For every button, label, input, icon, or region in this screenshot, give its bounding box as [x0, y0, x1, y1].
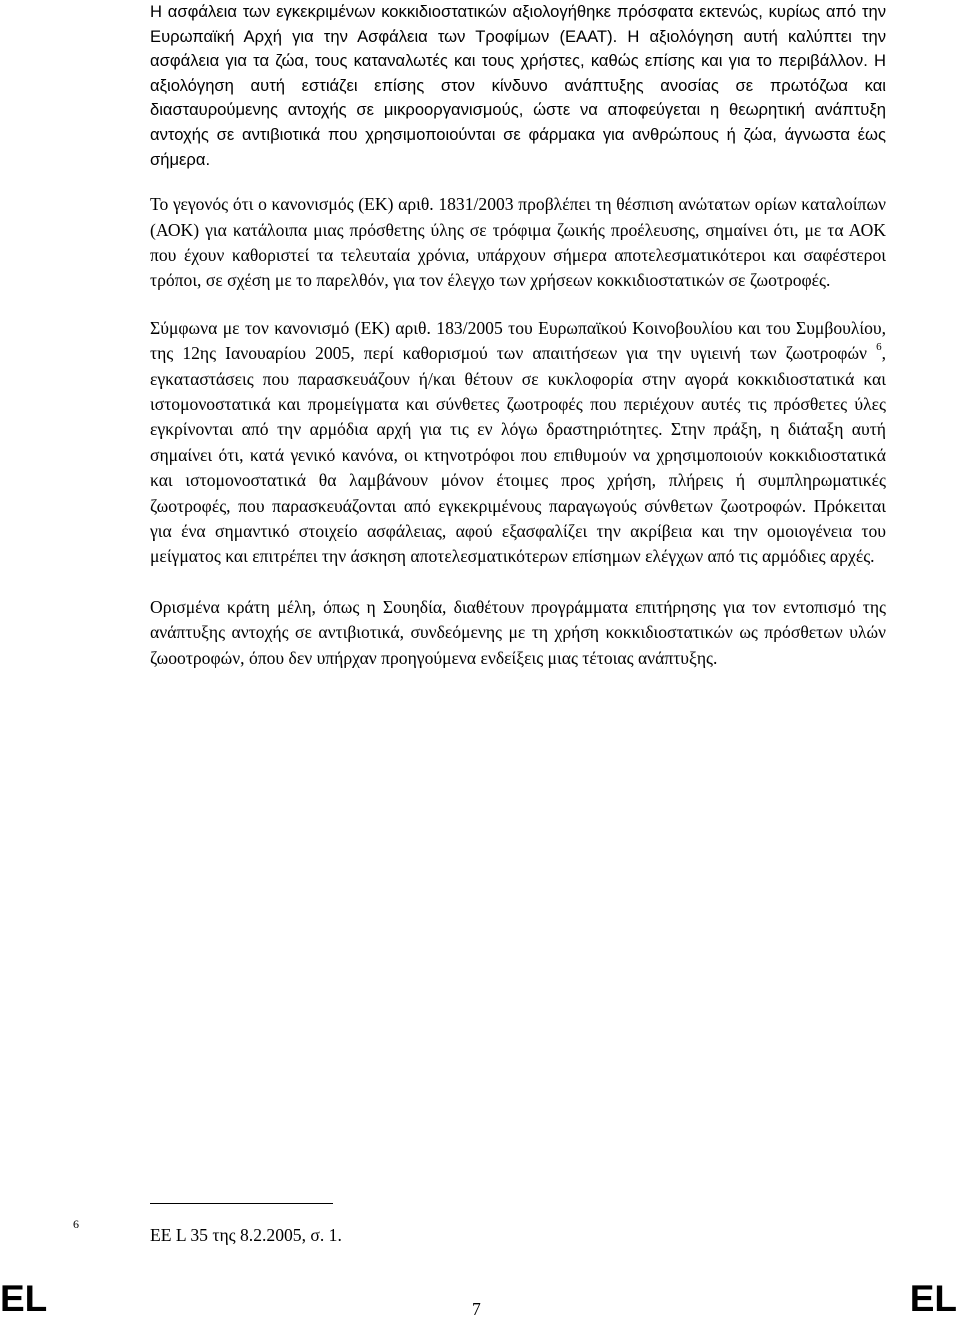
footnote-marker: 6: [73, 1217, 79, 1231]
paragraph-safety-assessment: Η ασφάλεια των εγκεκριμένων κοκκιδιοστατικών αξιολογήθηκε πρόσφατα εκτενώς, κυρίως από την Ευρωπαϊκή Αρχή για την Ασφάλεια των Τροφίμων (ΕΑΑΤ). Η αξιολόγηση αυτή καλύπτει την ασφάλεια για τα ζώα, τους καταναλωτές και τους χρήστες, καθώς επίσης και για το περιβάλλον. Η αξιολόγηση αυτή εστιάζει επίσης στον κίνδυνο ανάπτυξης ανοσίας σε πρωτόζωα και διασταυρούμενης αντοχής σε μικροοργανισμούς, ώστε να αποφεύγεται η θεωρητική ανάπτυξη αντοχής σε αντιβιοτικά που χρησιμοποιούνται σε φάρμακα για ανθρώπους ή ζώα, άγνωστα έως σήμερα.: [150, 2, 886, 169]
footnote-text: EE L 35 της 8.2.2005, σ. 1.: [150, 1225, 342, 1245]
footnote-separator: [150, 1203, 333, 1204]
feed-hygiene-text-rest: , εγκαταστάσεις που παρασκευάζουν ή/και θέτουν σε κυκλοφορία στην αγορά κοκκιδιοστατικά και ιστομονοστατικά και προμείγματα και σύνθετες ζωοτροφές που περιέχουν αυτές τις πρόσθετες ύλες εγκρίνονται από την αρμόδια αρχή για τις εν λόγω δραστηριότητες. Στην πράξη, η διάταξη αυτή σημαίνει ότι, κατά γενικό κανόνα, οι κτηνοτρόφοι που επιθυμούν να χρησιμοποιούν κοκκιδιοστατικά και ιστομονοστατικά θα λαμβάνουν μόνον έτοιμες προς χρήση, πλήρεις ή συμπληρωματικές ζωοτροφές, που παρασκευάζονται από εγκεκριμένους παραγωγούς σύνθετων ζωοτροφών. Πρόκειται για ένα σημαντικό στοιχείο ασφάλειας, αφού εξασφαλίζει την ακρίβεια και την ομοιογένεια του μείγματος και επιτρέπει την άσκηση αποτελεσματικότερων επίσημων ελέγχων από τις αρμόδιες αρχές.: [150, 343, 886, 567]
footnote-reference: 6: [876, 341, 882, 354]
paragraph-feed-hygiene: [150, 316, 886, 570]
page-number: 7: [472, 1299, 481, 1319]
feed-hygiene-text-start: Σύμφωνα με τον κανονισμό (ΕΚ) αριθ. 183/2005 του Ευρωπαϊκού Κοινοβουλίου και του Συμβουλίου, της 12ης Ιανουαρίου 2005, περί καθορισμού των απαιτήσεων για την υγιεινή των ζωοτροφών: [150, 317, 886, 364]
document-body: [150, 0, 886, 671]
language-code-right: EL: [909, 1278, 957, 1319]
language-code-left: EL: [0, 1278, 48, 1319]
paragraph-residue-limits: Το γεγονός ότι ο κανονισμός (ΕΚ) αριθ. 1831/2003 προβλέπει τη θέσπιση ανώτατων ορίων καταλοίπων (ΑΟΚ) για κατάλοιπα μιας πρόσθετης ύλης σε τρόφιμα ζωικής προέλευσης, σημαίνει ότι, με τα ΑΟΚ που έχουν καθοριστεί τα τελευταία χρόνια, υπάρχουν σήμερα αποτελεσματικότεροι και σαφέστεροι τρόποι, σε σχέση με το παρελθόν, για τον έλεγχο των χρήσεων κοκκιδιοστατικών σε ζωοτροφές.: [150, 194, 886, 291]
paragraph-surveillance: Ορισμένα κράτη μέλη, όπως η Σουηδία, διαθέτουν προγράμματα επιτήρησης για τον εντοπισμό της ανάπτυξης αντοχής σε αντιβιοτικά, συνδεόμενης με τη χρήση κοκκιδιοστατικών ως πρόσθετων υλών ζωοοτροφών, όπου δεν υπήρχαν προηγούμενα ενδείξεις μιας τέτοιας ανάπτυξης.: [150, 596, 886, 668]
